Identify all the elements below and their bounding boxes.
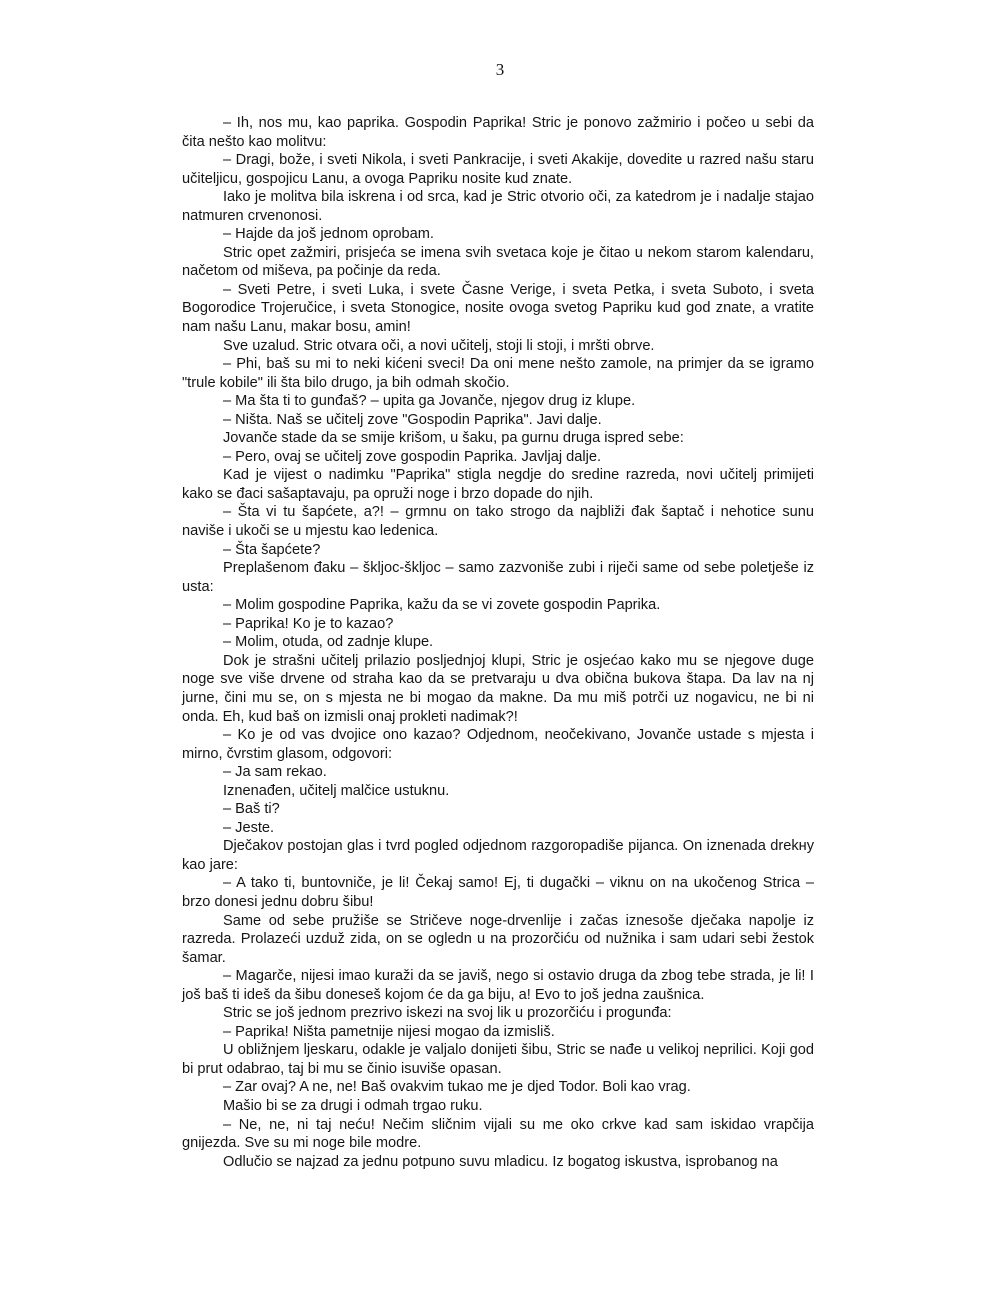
body-text [182,114,814,1171]
paragraph: – Dragi, bože, i sveti Nikola, i sveti Pankracije, i sveti Akakije, dovedite u razred našu staru učiteljicu, gospojicu Lanu, a ovoga Papriku nosite kud znate. [182,152,814,187]
paragraph: – Sveti Petre, i sveti Luka, i svete Časne Verige, i sveta Petka, i sveta Suboto, i sveta Bogorodice Trojeručice, i sveta Stonogice, nosite ovoga svetog Papriku kud god znate, a vratite nam našu Lanu, makar bosu, amin! [182,281,814,336]
paragraph: Dječakov postojan glas i tvrd pogled odjednom razgoropadiše pijanca. On iznenada drekну kao jare: [182,838,814,873]
paragraph: U obližnjem ljeskaru, odakle je valjalo donijeti šibu, Stric se nađe u velikoj neprilici. Koji god bi prut odabrao, taj bi mu se činio isuviše opasan. [182,1042,814,1077]
paragraph: – Ja sam rekao. [223,764,327,781]
paragraph: – Paprika! Ko je to kazao? [223,615,394,632]
paragraph: Iznenađen, učitelj malčice ustuknu. [223,782,450,799]
paragraph: – Baš ti? [223,801,280,818]
paragraph: – Molim, otuda, od zadnje klupe. [223,634,434,651]
paragraph: – Ma šta ti to gunđaš? – upita ga Jovanče, njegov drug iz klupe. [223,393,636,410]
page-number: 3 [495,60,505,79]
paragraph: – A tako ti, buntovniče, je li! Čekaj samo! Ej, ti dugački – viknu on na ukočenog Strica – brzo donesi jednu dobru šibu! [182,875,814,910]
paragraph: Sve uzalud. Stric otvara oči, a novi učitelj, stoji li stoji, i mršti obrve. [223,337,655,354]
paragraph: Preplašenom đaku – škljoc-škljoc – samo zazvoniše zubi i riječi same od sebe poletješe iz usta: [182,560,814,595]
paragraph: Mašio bi se za drugi i odmah trgao ruku. [223,1097,483,1114]
paragraph: – Hajde da još jednom oprobam. [223,226,434,243]
paragraph: – Pero, ovaj se učitelj zove gospodin Paprika. Javljaj dalje. [223,448,602,465]
paragraph: Iako je molitva bila iskrena i od srca, kad je Stric otvorio oči, za katedrom je i nadalje stajao natmuren crvenonosi. [182,189,814,224]
paragraph: – Magarče, nijesi imao kuraži da se javiš, nego si ostavio druga da zbog tebe strada, je li! I još baš ti ideš da šibu doneseš kojom će da ga biju, a! Evo to još jedna zaušnica. [182,968,814,1003]
paragraph: – Molim gospodine Paprika, kažu da se vi zovete gospodin Paprika. [223,597,661,614]
paragraph: – Ko je od vas dvojice ono kazao? Odjednom, neočekivano, Jovanče ustade s mjesta i mirno, čvrstim glasom, odgovori: [182,727,814,762]
paragraph: – Zar ovaj? A ne, ne! Baš ovakvim tukao me je djed Todor. Boli kao vrag. [223,1079,691,1096]
paragraph: Dok je strašni učitelj prilazio posljednjoj klupi, Stric je osjećao kako mu se njegove duge noge sve više drvene od straha kao da se pretvaraju u dva obična bukova štapa. Da lav na nj jurne, čini mu se, on s mjesta ne bi mogao da makne. Da mu miš potrči uz nogavicu, ne bi ni onda. Eh, kud baš on izmisli onaj prokleti nadimak?! [182,652,814,725]
paragraph: – Ih, nos mu, kao paprika. Gospodin Paprika! Stric je ponovo zažmirio i počeo u sebi da čita nešto kao molitvu: [182,115,814,150]
paragraph: Stric se još jednom prezrivo iskezi na svoj lik u prozorčiću i progunđa: [223,1005,672,1022]
paragraph: – Šta vi tu šapćete, a?! – grmnu on tako strogo da najbliži đak šaptač i nehotice sunu naviše i ukoči se u mjestu kao ledenica. [182,504,814,540]
paragraph: – Ništa. Naš se učitelj zove "Gospodin Paprika". Javi dalje. [223,411,602,428]
paragraph: Stric opet zažmiri, prisjeća se imena svih svetaca koje je čitao u nekom starom kalendaru, načetom od miševa, pa počinje da reda. [182,244,814,280]
paragraph: Jovanče stade da se smije krišom, u šaku, pa gurnu druga ispred sebe: [223,430,684,447]
paragraph: – Phi, baš su mi to neki kićeni sveci! Da oni mene nešto zamole, na primjer da se igramo "trule kobile" ili šta bilo drugo, ja bih odmah skočio. [182,356,814,391]
paragraph: – Ne, ne, ni taj neću! Nečim sličnim vijali su me oko crkve kad sam iskidao vrapčija gnijezda. Sve su mi noge bile modre. [182,1116,814,1152]
paragraph: Same od sebe pružiše se Stričeve noge-drvenlije i začas iznesoše dječaka napolje iz razreda. Prolazeći uzduž zida, on se ogledn u na prozorčiću od nužnika i sam udari sebi žestok šamar. [182,912,814,966]
paragraph: – Jeste. [223,819,275,836]
paragraph: Kad je vijest o nadimku "Paprika" stigla negdje do sredine razreda, novi učitelj primijeti kako se đaci sašaptavaju, pa opruži noge i brzo dopade do njih. [182,467,814,502]
paragraph: – Šta šapćete? [223,541,321,558]
paragraph: – Paprika! Ništa pametnije nijesi mogao da izmisliš. [223,1023,555,1040]
paragraph: Odlučio se najzad za jednu potpuno suvu mladicu. Iz bogatog iskustva, isprobanog na [223,1153,778,1170]
